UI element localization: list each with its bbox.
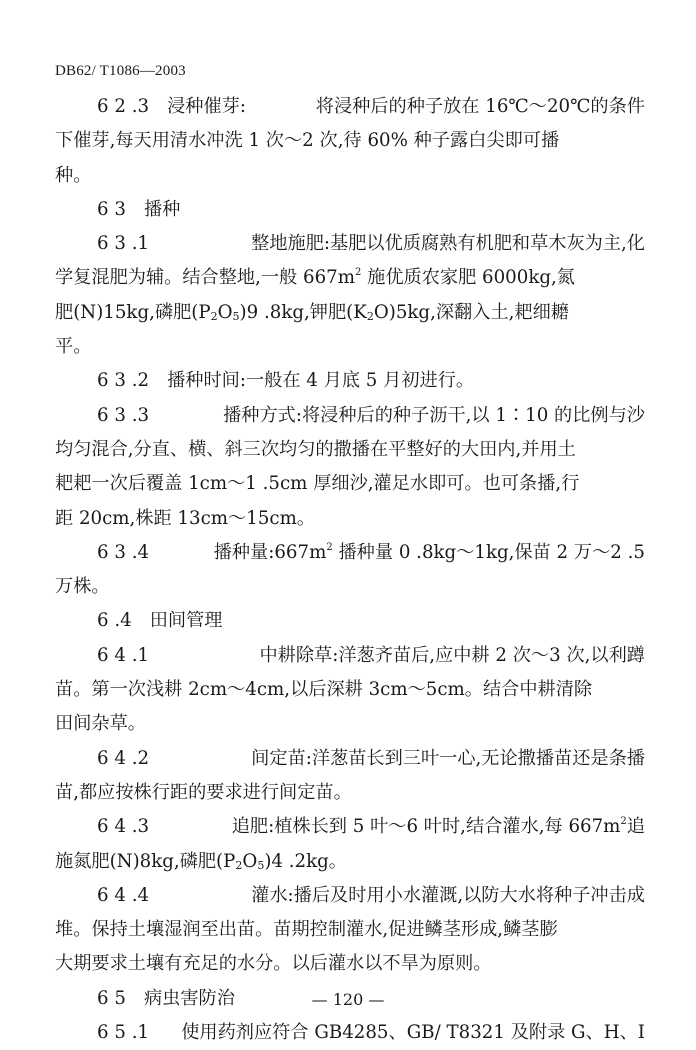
paragraph-6-4-4-line-2: 堆。保持土壤湿润至出苗。苗期控制灌水,促进鳞茎形成,鳞茎膨 — [55, 919, 558, 941]
standard-number-header: DB62/ T1086—2003 — [55, 63, 186, 79]
text-run: O — [242, 850, 258, 872]
paragraph-6-5-1-line-1 — [55, 1016, 645, 1050]
section-number: 6 3 .2 — [97, 370, 150, 392]
paragraph-6-4-1-line-2: 苗。第一次浅耕 2cm～4cm,以后深耕 3cm～5cm。结合中耕清除 — [55, 679, 593, 701]
section-title: 播种 — [143, 198, 181, 220]
paragraph-text: 中耕除草:洋葱齐苗后,应中耕 2 次～3 次,以利蹲 — [259, 644, 645, 666]
document-body — [55, 90, 645, 1050]
text-run: )9 .8kg,钾肥(K — [239, 301, 367, 323]
paragraph-6-4-3-line-1 — [55, 810, 645, 844]
section-number: 6 5 .1 — [97, 1022, 150, 1044]
paragraph-text: 间定苗:洋葱苗长到三叶一心,无论撒播苗还是条播 — [251, 747, 645, 769]
text-run: 播种量 0 .8kg～1kg,保苗 2 万～2 .5 — [332, 541, 645, 563]
paragraph-6-2-3-line-2: 下催芽,每天用清水冲洗 1 次～2 次,待 60% 种子露白尖即可播 — [55, 130, 560, 152]
paragraph-6-3-2 — [55, 364, 645, 398]
text-run: 学复混肥为辅。结合整地,一般 667m — [55, 267, 355, 289]
paragraph-6-3-3-line-4: 距 20cm,株距 13cm～15cm。 — [55, 507, 316, 529]
section-number: 6 5 — [97, 987, 126, 1009]
paragraph-6-2-3-line-1 — [55, 90, 645, 124]
section-number: 6 3 .3 — [97, 404, 150, 426]
subscript: 5 — [257, 858, 265, 872]
subscript: 5 — [232, 309, 240, 323]
paragraph-text: 将浸种后的种子放在 16℃～20℃的条件 — [315, 96, 645, 117]
paragraph-6-4-2-line-1 — [55, 742, 645, 776]
paragraph-6-3-1-line-2 — [55, 261, 645, 295]
text-run: O)5kg,深翻入土,耙细耱 — [373, 301, 569, 323]
text-run: 施优质农家肥 6000kg,氮 — [361, 267, 575, 289]
superscript: 2 — [620, 816, 627, 828]
paragraph-6-3-4-line-1 — [55, 536, 645, 570]
subscript: 2 — [210, 309, 218, 323]
section-title: 田间管理 — [149, 610, 223, 632]
text-run: 肥(N)15kg,磷肥(P — [55, 301, 211, 323]
paragraph-6-3-3-line-1 — [55, 399, 645, 433]
section-title: 浸种催芽: — [167, 96, 246, 117]
section-6-4-heading — [55, 604, 645, 638]
text-run: O — [217, 301, 233, 323]
paragraph-6-3-3-line-2: 均匀混合,分直、横、斜三次均匀的撒播在平整好的大田内,并用土 — [55, 438, 576, 460]
paragraph-6-2-3-line-3: 种。 — [55, 164, 92, 186]
paragraph-text: 播种时间:一般在 4 月底 5 月初进行。 — [167, 370, 475, 392]
paragraph-text: 灌水:播后及时用小水灌溉,以防大水将种子冲击成 — [251, 884, 645, 906]
paragraph-6-4-1-line-3: 田间杂草。 — [55, 713, 146, 735]
text-run: 播种量:667m — [213, 541, 327, 563]
paragraph-6-3-1-line-3 — [55, 296, 645, 330]
section-number: 6 4 .2 — [97, 747, 150, 769]
paragraph-6-3-4-line-2: 万株。 — [55, 576, 110, 598]
section-title: 病虫害防治 — [143, 987, 235, 1009]
subscript: 2 — [235, 858, 243, 872]
paragraph-6-3-3-line-3: 耙耙一次后覆盖 1cm～1 .5cm 厚细沙,灌足水即可。也可条播,行 — [55, 473, 580, 495]
paragraph-6-4-4-line-1 — [55, 879, 645, 913]
paragraph-6-3-1-line-1 — [55, 227, 645, 261]
paragraph-text: 使用药剂应符合 GB4285、GB/ T8321 及附录 G、H、I — [181, 1022, 645, 1044]
paragraph-6-3-1-line-4: 平。 — [55, 336, 92, 358]
section-number: 6 3 — [97, 198, 126, 220]
superscript: 2 — [326, 541, 333, 553]
text-run: 施氮肥(N)8kg,磷肥(P — [55, 850, 236, 872]
paragraph-6-4-3-line-2 — [55, 845, 645, 879]
section-number: 6 .4 — [97, 610, 132, 632]
text-run: 追 — [626, 816, 645, 838]
paragraph-6-4-2-line-2: 苗,都应按株行距的要求进行间定苗。 — [55, 781, 352, 803]
paragraph-6-4-1-line-1 — [55, 639, 645, 673]
section-number: 6 4 .3 — [97, 816, 150, 838]
paragraph-6-4-4-line-3: 大期要求土壤有充足的水分。以后灌水以不旱为原则。 — [55, 953, 492, 975]
section-number: 6 3 .4 — [97, 541, 150, 563]
section-number: 6 4 .4 — [97, 884, 150, 906]
paragraph-text: 播种方式:将浸种后的种子沥干,以 1∶10 的比例与沙 — [223, 404, 645, 426]
superscript: 2 — [354, 267, 362, 279]
subscript: 2 — [366, 309, 374, 323]
text-run: )4 .2kg。 — [264, 850, 347, 872]
section-number: 6 4 .1 — [97, 644, 150, 666]
section-number: 6 3 .1 — [97, 233, 150, 255]
page-number: — 120 — — [311, 990, 385, 1009]
section-6-3-heading — [55, 193, 645, 227]
paragraph-text: 整地施肥:基肥以优质腐熟有机肥和草木灰为主,化 — [251, 233, 645, 255]
section-number: 6 2 .3 — [97, 96, 150, 117]
text-run: 追肥:植株长到 5 叶～6 叶时,结合灌水,每 667m — [231, 816, 621, 838]
